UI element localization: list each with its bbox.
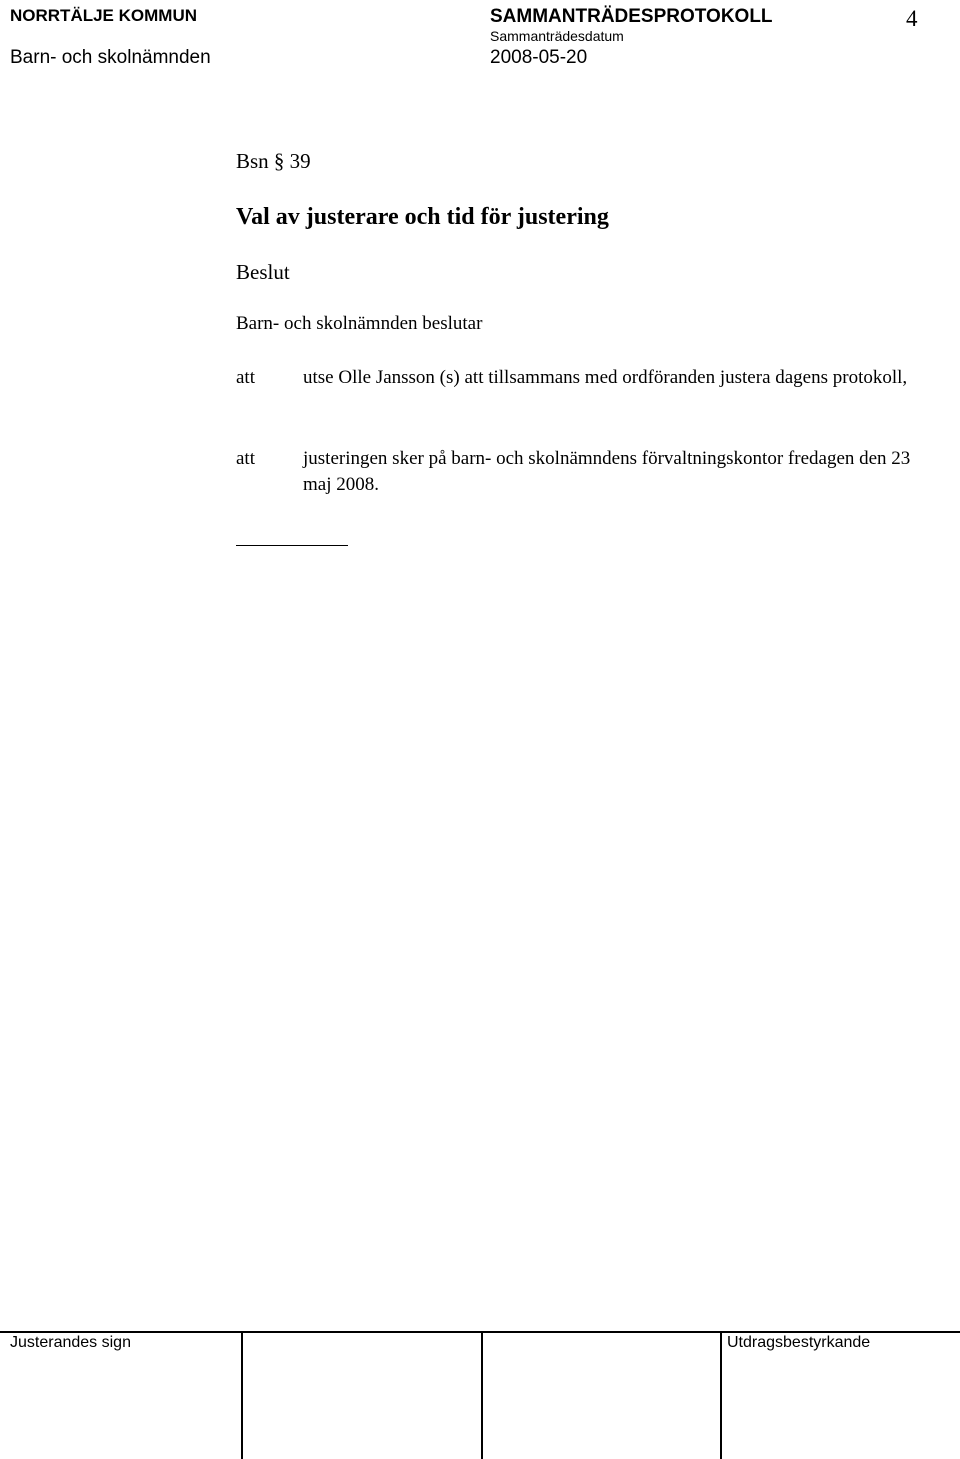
clause-text: utse Olle Jansson (s) att tillsammans med ordföranden justera dagens protokoll, <box>303 367 908 388</box>
clause-marker: att <box>236 448 255 469</box>
committee-name: Barn- och skolnämnden <box>10 47 211 68</box>
footer-divider <box>720 1331 722 1459</box>
clause-text: justeringen sker på barn- och skolnämndens förvaltningskontor fredagen den 23 maj 2008. <box>303 448 911 495</box>
footer-divider <box>481 1331 483 1459</box>
document-type: SAMMANTRÄDESPROTOKOLL <box>490 6 773 27</box>
item-title: Val av justerare och tid för justering <box>236 204 609 230</box>
section-end-rule <box>236 545 348 546</box>
clause-marker: att <box>236 367 255 388</box>
page-number: 4 <box>906 6 918 31</box>
organization-name: NORRTÄLJE KOMMUN <box>10 6 197 25</box>
signature-label: Justerandes sign <box>10 1334 131 1351</box>
decision-lead: Barn- och skolnämnden beslutar <box>236 313 483 334</box>
certification-label: Utdragsbestyrkande <box>727 1334 871 1351</box>
meeting-date: 2008-05-20 <box>490 47 588 68</box>
decision-heading: Beslut <box>236 260 290 284</box>
footer-rule <box>0 1331 960 1333</box>
meeting-date-label: Sammanträdesdatum <box>490 28 624 44</box>
footer-divider <box>241 1331 243 1459</box>
section-reference: Bsn § 39 <box>236 149 311 173</box>
